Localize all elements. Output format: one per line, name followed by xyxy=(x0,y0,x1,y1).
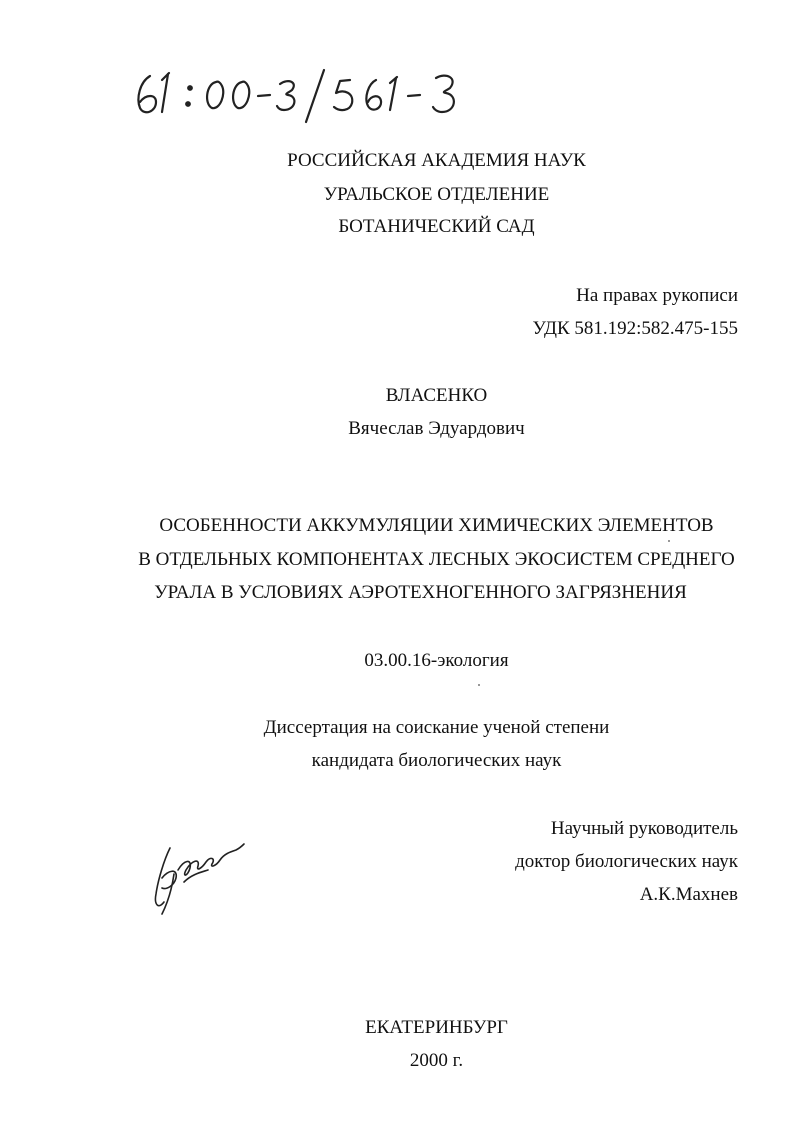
specialty-code: 03.00.16-экология xyxy=(364,650,509,671)
organization-line-2: УРАЛЬСКОЕ ОТДЕЛЕНИЕ xyxy=(323,184,550,205)
thesis-title-line-2: В ОТДЕЛЬНЫХ КОМПОНЕНТАХ ЛЕСНЫХ ЭКОСИСТЕМ СРЕДНЕГО xyxy=(138,549,735,570)
scan-speck xyxy=(668,540,670,542)
udk-code: УДК 581.192:582.475-155 xyxy=(532,318,738,339)
organization-line-3: БОТАНИЧЕСКИЙ САД xyxy=(338,216,535,237)
author-name: Вячеслав Эдуардович xyxy=(348,418,525,439)
thesis-title-line-3: УРАЛА В УСЛОВИЯХ АЭРОТЕХНОГЕННОГО ЗАГРЯЗНЕНИЯ xyxy=(154,582,687,603)
dissertation-line-2: кандидата биологических наук xyxy=(311,750,562,771)
manuscript-rights-note: На правах рукописи xyxy=(576,285,738,306)
year: 2000 г. xyxy=(409,1050,464,1071)
organization-line-1: РОССИЙСКАЯ АКАДЕМИЯ НАУК xyxy=(287,150,586,171)
scan-speck xyxy=(478,684,480,686)
signature xyxy=(148,830,248,920)
advisor-name: А.К.Махнев xyxy=(639,884,738,905)
advisor-role: Научный руководитель xyxy=(550,818,738,839)
city: ЕКАТЕРИНБУРГ xyxy=(365,1017,508,1038)
handwritten-archive-code xyxy=(128,58,488,128)
advisor-degree: доктор биологических наук xyxy=(515,851,738,872)
author-surname: ВЛАСЕНКО xyxy=(385,385,488,406)
thesis-title-line-1: ОСОБЕННОСТИ АККУМУЛЯЦИИ ХИМИЧЕСКИХ ЭЛЕМЕНТОВ xyxy=(159,515,714,536)
dissertation-line-1: Диссертация на соискание ученой степени xyxy=(263,717,610,738)
